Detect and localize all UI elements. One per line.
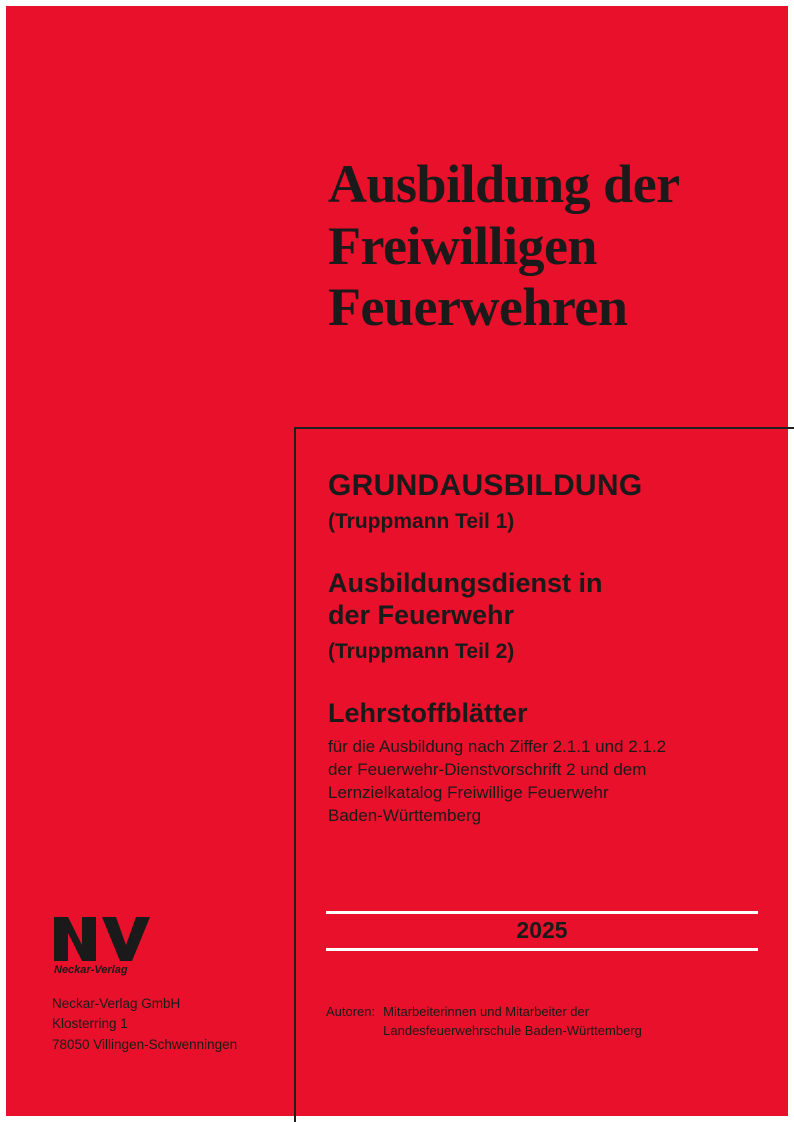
heading-lehrstoffblaetter: Lehrstoffblätter: [328, 698, 528, 728]
neckar-verlag-logo-icon: [52, 911, 252, 968]
publisher-address: [52, 994, 252, 1055]
authors-line-2: Landesfeuerwehrschule Baden-Württemberg: [383, 1022, 642, 1038]
description-line-1: für die Ausbildung nach Ziffer 2.1.1 und 2.1.2: [328, 736, 667, 756]
cover-description: [328, 736, 768, 828]
description-line-3: Lernzielkatalog Freiwillige Feuerwehr: [328, 782, 609, 802]
heading-ausbildungsdienst-line-1: Ausbildungsdienst in: [328, 568, 603, 599]
cover-title: [328, 154, 768, 339]
description-line-2: der Feuerwehr-Dienstvorschrift 2 und dem: [328, 759, 647, 779]
title-line-2: Freiwilligen: [328, 215, 597, 276]
publisher-block: [52, 911, 252, 1055]
heading-ausbildungsdienst: [328, 568, 768, 632]
authors-block: [326, 1003, 766, 1041]
title-line-3: Feuerwehren: [328, 277, 628, 338]
subtitle-truppmann-teil-1: (Truppmann Teil 1): [328, 510, 515, 533]
year-block: [326, 911, 758, 951]
description-line-4: Baden-Württemberg: [328, 805, 482, 825]
authors-names: [383, 1003, 642, 1041]
authors-line-1: Mitarbeiterinnen und Mitarbeiter der: [383, 1004, 590, 1019]
publisher-name: Neckar-Verlag GmbH: [52, 996, 181, 1011]
book-cover: [6, 6, 788, 1116]
heading-ausbildungsdienst-line-2: der Feuerwehr: [328, 600, 515, 630]
publisher-logo-subtext: Neckar-Verlag: [54, 964, 128, 976]
title-line-1: Ausbildung der: [328, 154, 680, 214]
authors-label: Autoren:: [326, 1004, 376, 1019]
heading-grundausbildung: GRUNDAUSBILDUNG: [328, 469, 643, 502]
cover-detail-content: [328, 469, 768, 828]
publisher-street: Klosterring 1: [52, 1016, 128, 1032]
year-label: 2025: [516, 917, 568, 943]
publisher-city: 78050 Villingen-Schwenningen: [52, 1036, 238, 1052]
year-rule-bottom: [326, 948, 758, 951]
subtitle-truppmann-teil-2: (Truppmann Teil 2): [328, 639, 515, 663]
